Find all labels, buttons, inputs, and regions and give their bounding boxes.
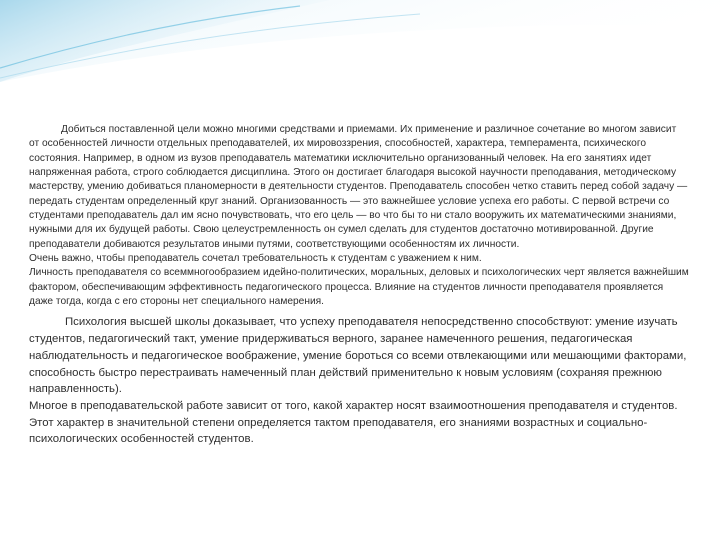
slide-body [29,123,689,448]
paragraph-success-factors: Психология высшей школы доказывает, что успеху преподавателя непосредственно способствуют: умение изучать студентов, педагогический такт, умение придерживаться верного, заранее намеченного решения, педагогическая наблюдательность и педагогическое воображение, умение бороться со всеми отвлекающими или мешающими факторами, способность быстро перестраивать намеченный план действий применительно к новым условиям (сохраняя прежнюю направленность). [29,316,687,396]
paragraph-personality: Личность преподавателя со всеммногообразием идейно-политических, моральных, деловых и психологических черт является важнейшим фактором, обеспечивающим эффективность педагогического процесса. Влияние на студентов личности преподавателя проявляется даже тогда, когда с его стороны нет специального намерения. [29,267,689,308]
paragraph-methods: Добиться поставленной цели можно многими средствами и приемами. Их применение и различное сочетание во многом зависит от особенностей личности отдельных преподавателей, их мировоззрения, способностей, характера, темперамента, психического состояния. Например, в одном из вузов преподаватель математики исключительно организованный человек. На его занятиях идет напряженная работа, строго соблюдается дисциплина. Этого он достигает благодаря высокой научности преподавания, методическому мастерству, умению добиваться планомерности в деятельности студентов. Преподаватель способен четко ставить перед собой задачу — передать студентам определенный круг знаний. Организованность — это важнейшее условие успеха его работы. С первой встречи со студентами преподаватель дал им ясно почувствовать, что его цель — во что бы то ни стало вооружить их математическими знаниями, нужными для их будущей работы. Свою целеустремленность он сумел сделать для студентов достаточно мотивированной. Другие преподаватели добиваются результатов иными путями, соответствующими особенностям их личности. [29,124,688,250]
paragraph-relationships: Многое в преподавательской работе зависит от того, какой характер носят взаимоотношения преподавателя и студентов. Этот характер в значительной степени определяется тактом преподавателя, его знаниями возрастных и социально-психологических особенностей студентов. [29,399,678,446]
paragraph-respect: Очень важно, чтобы преподаватель сочетал требовательность к студентам с уважением к ним. [29,253,482,265]
